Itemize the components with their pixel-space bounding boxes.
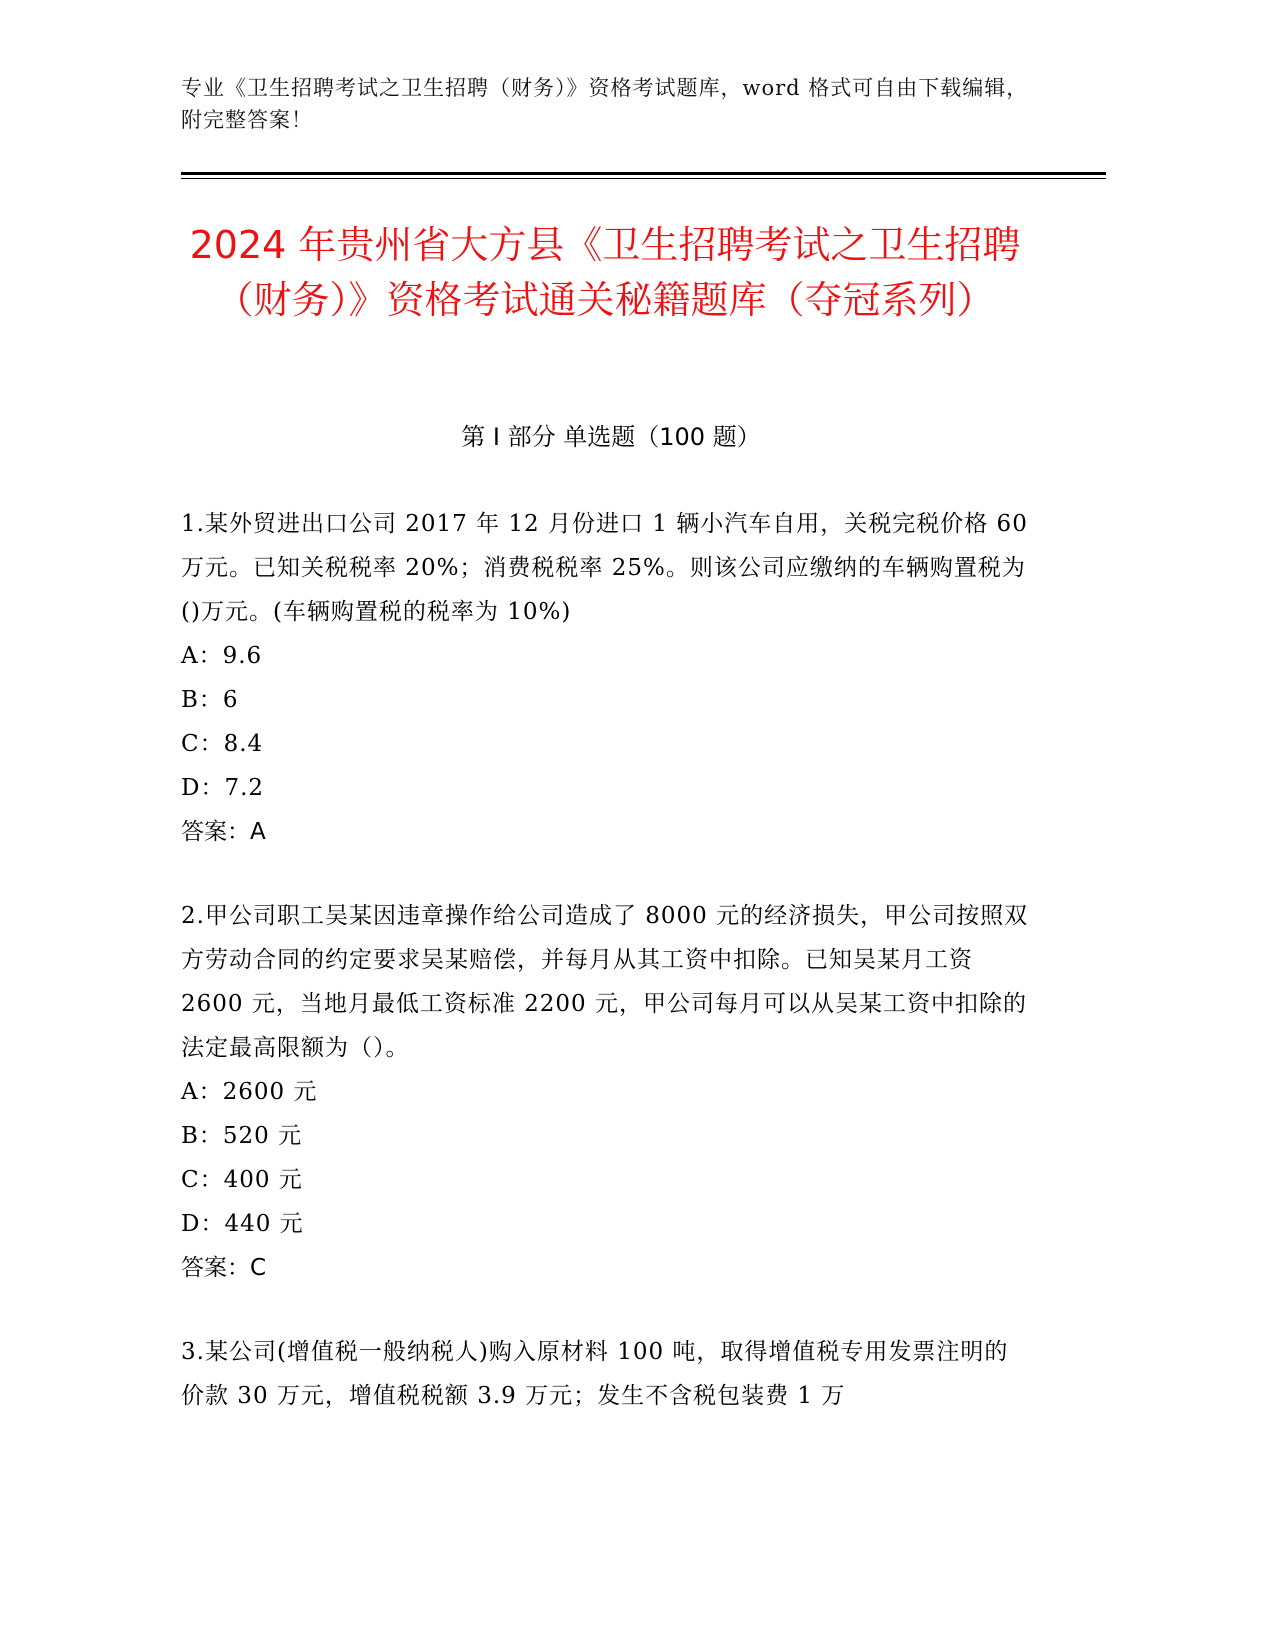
answer: 答案：C bbox=[181, 1255, 267, 1281]
question-3 bbox=[181, 1330, 1031, 1418]
option-a: A：9.6 bbox=[181, 643, 263, 669]
answer: 答案：A bbox=[181, 819, 266, 845]
header-note: 专业《卫生招聘考试之卫生招聘（财务）》资格考试题库，word 格式可自由下载编辑，附完整答案！ bbox=[181, 76, 1029, 132]
header-rule-thin bbox=[181, 178, 1106, 179]
question-1 bbox=[181, 502, 1031, 854]
option-b: B：6 bbox=[181, 687, 239, 713]
question-stem: 1.某外贸进出口公司 2017 年 12 月份进口 1 辆小汽车自用，关税完税价格 60 万元。已知关税税率 20%；消费税税率 25%。则该公司应缴纳的车辆购置税为()万元。(车辆购置税的税率为 10%) bbox=[181, 511, 1028, 625]
option-c: C：8.4 bbox=[181, 731, 264, 757]
document-title: 2024 年贵州省大方县《卫生招聘考试之卫生招聘（财务）》资格考试通关秘籍题库（夺冠系列） bbox=[189, 223, 1021, 322]
question-stem: 2.甲公司职工吴某因违章操作给公司造成了 8000 元的经济损失，甲公司按照双方劳动合同的约定要求吴某赔偿，并每月从其工资中扣除。已知吴某月工资 2600 元，当地月最低工资标准 2200 元，甲公司每月可以从吴某工资中扣除的法定最高限额为（）。 bbox=[181, 903, 1029, 1061]
option-a: A：2600 元 bbox=[181, 1079, 318, 1105]
question-2 bbox=[181, 894, 1031, 1290]
option-b: B：520 元 bbox=[181, 1123, 303, 1149]
header-rule-thick bbox=[181, 172, 1106, 175]
section-title: 第 I 部分 单选题（100 题） bbox=[461, 423, 761, 451]
option-d: D：440 元 bbox=[181, 1211, 304, 1237]
option-d: D：7.2 bbox=[181, 775, 265, 801]
question-stem: 3.某公司(增值税一般纳税人)购入原材料 100 吨，取得增值税专用发票注明的价款 30 万元，增值税税额 3.9 万元；发生不含税包装费 1 万 bbox=[181, 1339, 1009, 1409]
option-c: C：400 元 bbox=[181, 1167, 303, 1193]
